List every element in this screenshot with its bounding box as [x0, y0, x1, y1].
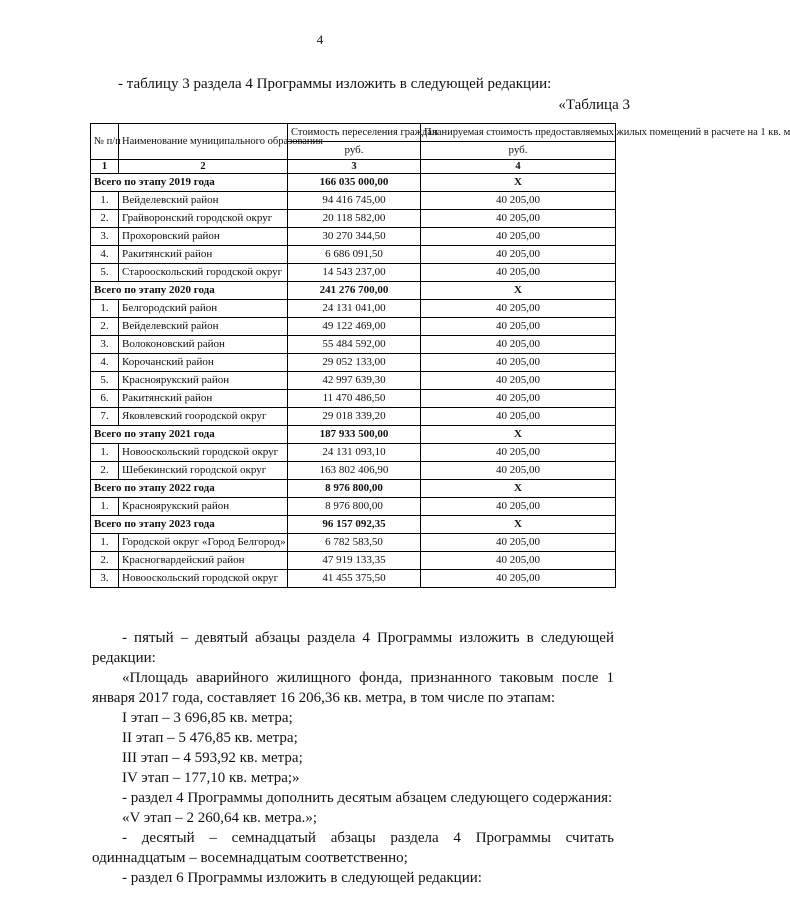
municipality-name: Вейделевский район [119, 192, 288, 210]
table-row [91, 408, 616, 426]
stage-total-cost: 187 933 500,00 [288, 426, 421, 444]
table-row [91, 228, 616, 246]
row-number: 1. [91, 300, 119, 318]
table-row [91, 498, 616, 516]
column-number-row [91, 160, 616, 174]
stage-title: Всего по этапу 2019 года [91, 174, 288, 192]
table-label: «Таблица 3 [558, 97, 630, 113]
planned-price: 40 205,00 [421, 552, 616, 570]
header-price-unit: руб. [421, 142, 616, 160]
planned-price: 40 205,00 [421, 570, 616, 588]
table-row [91, 372, 616, 390]
stage-total-cost: 96 157 092,35 [288, 516, 421, 534]
header-municipality: Наименование муниципального образования [119, 124, 288, 160]
resettlement-cost: 163 802 406,90 [288, 462, 421, 480]
stage-mark: X [421, 516, 616, 534]
row-number: 3. [91, 228, 119, 246]
paragraph: IV этап – 177,10 кв. метра;» [122, 770, 300, 786]
header-cost-unit: руб. [288, 142, 421, 160]
municipality-name: Ракитянский район [119, 390, 288, 408]
stage-mark: X [421, 174, 616, 192]
paragraph: - раздел 6 Программы изложить в следующей редакции: [122, 870, 482, 886]
table-row [91, 462, 616, 480]
planned-price: 40 205,00 [421, 354, 616, 372]
resettlement-cost: 42 997 639,30 [288, 372, 421, 390]
planned-price: 40 205,00 [421, 498, 616, 516]
row-number: 4. [91, 246, 119, 264]
table-row [91, 534, 616, 552]
row-number: 3. [91, 570, 119, 588]
resettlement-cost: 55 484 592,00 [288, 336, 421, 354]
row-number: 2. [91, 552, 119, 570]
paragraph: «Площадь аварийного жилищного фонда, признанного таковым после 1 января 2017 года, составляет 16 206,36 кв. метра, в том числе по этапам: [92, 670, 614, 706]
municipality-name: Прохоровский район [119, 228, 288, 246]
resettlement-cost: 30 270 344,50 [288, 228, 421, 246]
planned-price: 40 205,00 [421, 228, 616, 246]
planned-price: 40 205,00 [421, 462, 616, 480]
intro-text: - таблицу 3 раздела 4 Программы изложить в следующей редакции: [118, 76, 552, 92]
resettlement-cost: 29 052 133,00 [288, 354, 421, 372]
paragraph: III этап – 4 593,92 кв. метра; [122, 750, 303, 766]
stage-mark: X [421, 282, 616, 300]
column-number: 2 [119, 160, 288, 174]
paragraph: - десятый – семнадцатый абзацы раздела 4 Программы считать одиннадцатым – восемнадцатым соответственно; [92, 830, 614, 866]
stage-total-row [91, 426, 616, 444]
planned-price: 40 205,00 [421, 408, 616, 426]
stage-total-row [91, 282, 616, 300]
planned-price: 40 205,00 [421, 300, 616, 318]
row-number: 2. [91, 318, 119, 336]
municipality-name: Красноярукский район [119, 372, 288, 390]
resettlement-cost: 24 131 041,00 [288, 300, 421, 318]
stage-total-cost: 8 976 800,00 [288, 480, 421, 498]
stage-total-row [91, 516, 616, 534]
municipality-name: Красногвардейский район [119, 552, 288, 570]
resettlement-cost: 11 470 486,50 [288, 390, 421, 408]
resettlement-cost: 94 416 745,00 [288, 192, 421, 210]
table-row [91, 300, 616, 318]
row-number: 1. [91, 534, 119, 552]
column-number: 3 [288, 160, 421, 174]
paragraph: I этап – 3 696,85 кв. метра; [122, 710, 293, 726]
planned-price: 40 205,00 [421, 192, 616, 210]
planned-price: 40 205,00 [421, 372, 616, 390]
resettlement-cost: 41 455 375,50 [288, 570, 421, 588]
municipality-name: Яковлевский гоородской округ [119, 408, 288, 426]
stage-total-cost: 166 035 000,00 [288, 174, 421, 192]
planned-price: 40 205,00 [421, 210, 616, 228]
table-row [91, 336, 616, 354]
municipality-name: Новооскольский городской округ [119, 444, 288, 462]
municipality-name: Ракитянский район [119, 246, 288, 264]
resettlement-cost: 49 122 469,00 [288, 318, 421, 336]
stage-total-row [91, 480, 616, 498]
table-row [91, 318, 616, 336]
table-row [91, 390, 616, 408]
paragraph: - раздел 4 Программы дополнить десятым абзацем следующего содержания: [122, 790, 613, 806]
planned-price: 40 205,00 [421, 246, 616, 264]
row-number: 5. [91, 372, 119, 390]
row-number: 2. [91, 210, 119, 228]
planned-price: 40 205,00 [421, 390, 616, 408]
resettlement-cost: 24 131 093,10 [288, 444, 421, 462]
municipality-name: Шебекинский городской округ [119, 462, 288, 480]
municipality-name: Новооскольский городской округ [119, 570, 288, 588]
column-number: 1 [91, 160, 119, 174]
table-row [91, 246, 616, 264]
planned-price: 40 205,00 [421, 264, 616, 282]
municipality-name: Белгородский район [119, 300, 288, 318]
stage-mark: X [421, 426, 616, 444]
stage-title: Всего по этапу 2023 года [91, 516, 288, 534]
table-row [91, 444, 616, 462]
paragraph: - пятый – девятый абзацы раздела 4 Программы изложить в следующей редакции: [92, 630, 614, 666]
page-number: 4 [316, 32, 324, 47]
municipality-name: Красноярукский район [119, 498, 288, 516]
resettlement-cost: 14 543 237,00 [288, 264, 421, 282]
table-row [91, 264, 616, 282]
municipality-name: Корочанский район [119, 354, 288, 372]
row-number: 1. [91, 498, 119, 516]
stage-mark: X [421, 480, 616, 498]
planned-price: 40 205,00 [421, 318, 616, 336]
paragraph: II этап – 5 476,85 кв. метра; [122, 730, 298, 746]
stage-total-cost: 241 276 700,00 [288, 282, 421, 300]
paragraph: «V этап – 2 260,64 кв. метра.»; [122, 810, 318, 826]
row-number: 5. [91, 264, 119, 282]
column-number: 4 [421, 160, 616, 174]
stage-total-row [91, 174, 616, 192]
municipality-name: Городской округ «Город Белгород» [119, 534, 288, 552]
table-row [91, 192, 616, 210]
resettlement-cost: 47 919 133,35 [288, 552, 421, 570]
planned-price: 40 205,00 [421, 444, 616, 462]
resettlement-cost: 6 686 091,50 [288, 246, 421, 264]
row-number: 2. [91, 462, 119, 480]
municipality-name: Старооскольский городской округ [119, 264, 288, 282]
stage-title: Всего по этапу 2021 года [91, 426, 288, 444]
table-body [91, 174, 616, 588]
table-row [91, 552, 616, 570]
row-number: 7. [91, 408, 119, 426]
stage-title: Всего по этапу 2020 года [91, 282, 288, 300]
header-cost: Стоимость переселения граждан [288, 124, 421, 142]
resettlement-cost: 8 976 800,00 [288, 498, 421, 516]
body-text [92, 628, 614, 888]
resettlement-cost: 29 018 339,20 [288, 408, 421, 426]
municipality-name: Волоконовский район [119, 336, 288, 354]
header-number: № п/п [91, 124, 119, 160]
table-row [91, 354, 616, 372]
stages-table [90, 123, 790, 588]
planned-price: 40 205,00 [421, 336, 616, 354]
table-row [91, 570, 616, 588]
stage-title: Всего по этапу 2022 года [91, 480, 288, 498]
row-number: 1. [91, 444, 119, 462]
resettlement-cost: 6 782 583,50 [288, 534, 421, 552]
row-number: 6. [91, 390, 119, 408]
header-planned-price: Планируемая стоимость предоставляемых жилых помещений в расчете на 1 кв. м [421, 124, 616, 142]
resettlement-cost: 20 118 582,00 [288, 210, 421, 228]
planned-price: 40 205,00 [421, 534, 616, 552]
row-number: 3. [91, 336, 119, 354]
municipality-name: Вейделевский район [119, 318, 288, 336]
municipality-name: Грайворонский городской округ [119, 210, 288, 228]
row-number: 1. [91, 192, 119, 210]
table-row [91, 210, 616, 228]
row-number: 4. [91, 354, 119, 372]
